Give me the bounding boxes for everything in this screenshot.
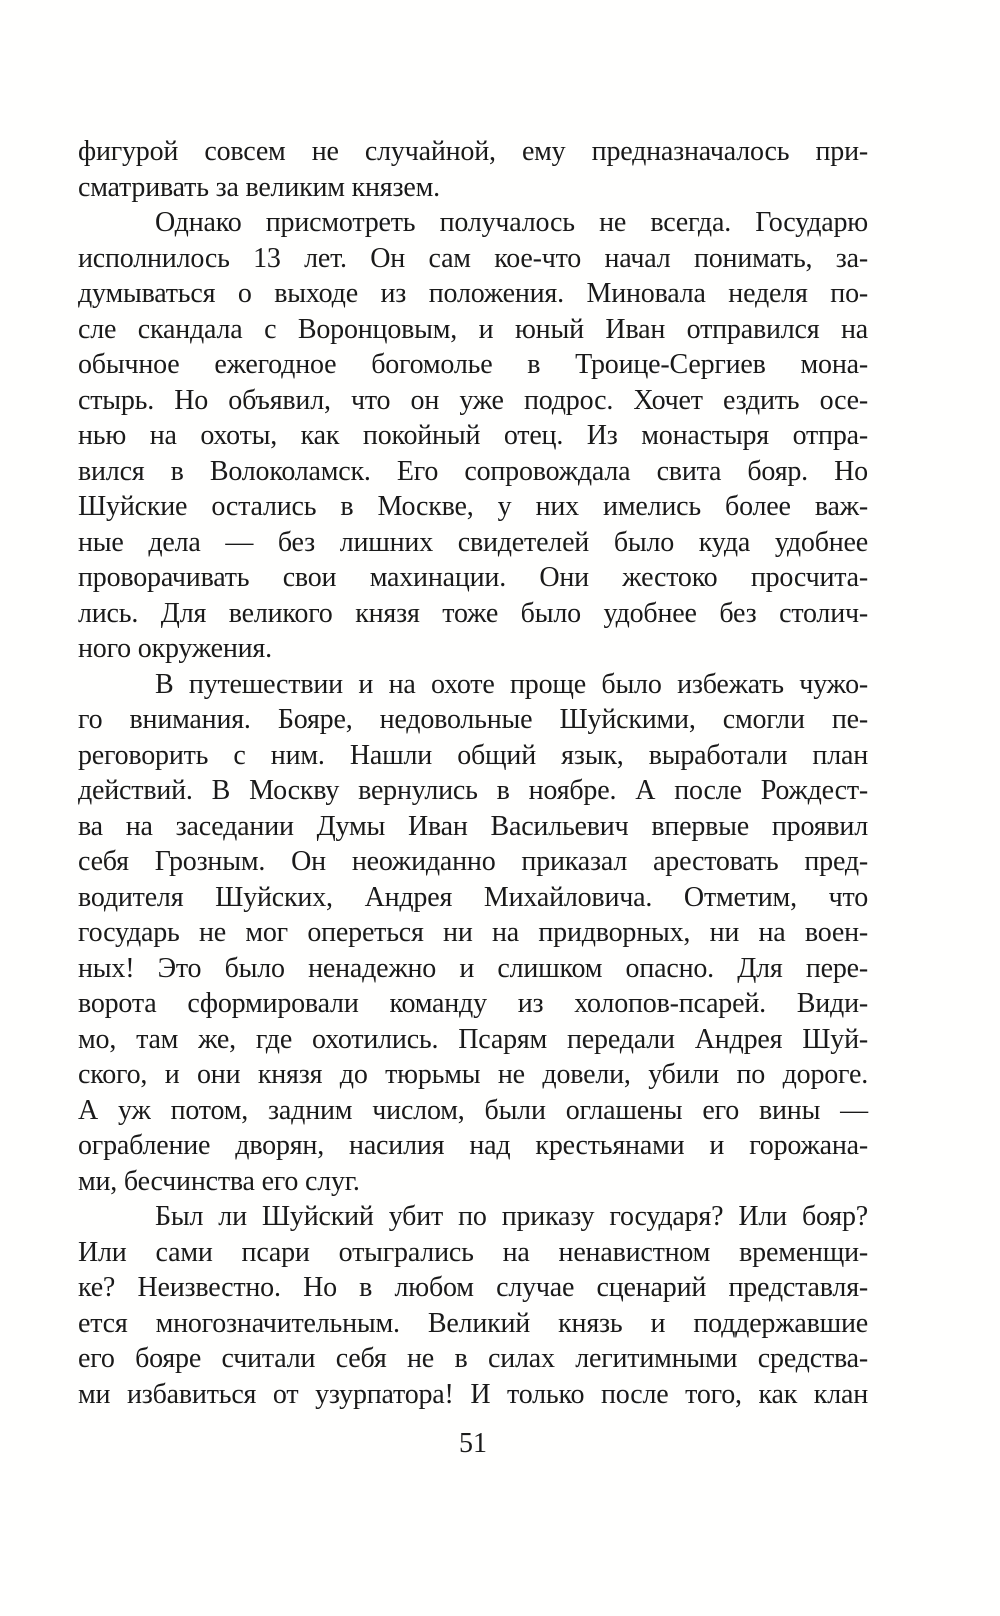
text-line: ограбление дворян, насилия над крестьянами и горожана- bbox=[78, 1130, 868, 1161]
paragraph bbox=[78, 1199, 868, 1412]
text-line: ке? Неизвестно. Но в любом случае сценарий представля- bbox=[78, 1272, 868, 1303]
text-line: ного окружения. bbox=[78, 633, 272, 664]
text-line: думываться о выходе из положения. Миновала неделя по- bbox=[78, 278, 868, 309]
text-line: сматривать за великим князем. bbox=[78, 171, 440, 203]
text-line: проворачивать свои махинации. Они жестоко просчита- bbox=[78, 562, 868, 593]
text-line: ми, бесчинства его слуг. bbox=[78, 1165, 360, 1197]
text-line: нью на охоты, как покойный отец. Из монастыря отпра- bbox=[78, 420, 868, 451]
text-line: ных! Это было ненадежно и слишком опасно. Для пере- bbox=[78, 952, 868, 984]
text-line: его бояре считали себя не в силах легитимными средства- bbox=[78, 1343, 868, 1374]
text-line: действий. В Москву вернулись в ноябре. А после Рождест- bbox=[78, 775, 868, 806]
text-line: ные дела — без лишних свидетелей было куда удобнее bbox=[78, 526, 868, 558]
text-line: ского, и они князя до тюрьмы не довели, убили по дороге. bbox=[78, 1059, 868, 1090]
text-line: В путешествии и на охоте проще было избежать чужо- bbox=[155, 668, 868, 700]
text-line: Шуйские остались в Москве, у них имелись более важ- bbox=[78, 491, 868, 522]
text-line: ва на заседании Думы Иван Васильевич впервые проявил bbox=[78, 810, 868, 842]
text-line: фигурой совсем не случайной, ему предназначалось при- bbox=[78, 136, 868, 167]
text-line: ется многозначительным. Великий князь и поддержавшие bbox=[78, 1307, 868, 1339]
text-block bbox=[78, 134, 868, 1412]
page-number: 51 bbox=[459, 1428, 487, 1459]
text-line: ворота сформировали команду из холопов-псарей. Види- bbox=[78, 988, 868, 1019]
text-line: ми избавиться от узурпатора! И только после того, как клан bbox=[78, 1378, 868, 1410]
text-line: себя Грозным. Он неожиданно приказал арестовать пред- bbox=[78, 846, 868, 877]
text-line: го внимания. Бояре, недовольные Шуйскими, смогли пе- bbox=[78, 704, 868, 735]
text-line: исполнилось 13 лет. Он сам кое-что начал понимать, за- bbox=[78, 242, 868, 274]
text-line: сле скандала с Воронцовым, и юный Иван отправился на bbox=[78, 313, 868, 345]
paragraph bbox=[78, 667, 868, 1200]
text-line: лись. Для великого князя тоже было удобнее без столич- bbox=[78, 597, 868, 629]
text-line: Был ли Шуйский убит по приказу государя? Или бояр? bbox=[155, 1201, 868, 1232]
text-line: А уж потом, задним числом, были оглашены его вины — bbox=[78, 1094, 868, 1126]
text-line: мо, там же, где охотились. Псарям передали Андрея Шуй- bbox=[78, 1023, 868, 1055]
text-line: Однако присмотреть получалось не всегда. Государю bbox=[155, 207, 868, 238]
paragraph bbox=[78, 205, 868, 667]
text-line: водителя Шуйских, Андрея Михайловича. Отметим, что bbox=[78, 881, 868, 913]
text-line: вился в Волоколамск. Его сопровождала свита бояр. Но bbox=[78, 455, 868, 487]
text-line: государь не мог опереться ни на придворных, ни на воен- bbox=[78, 917, 868, 948]
text-line: Или сами псари отыгрались на ненавистном временщи- bbox=[78, 1236, 868, 1268]
text-line: стырь. Но объявил, что он уже подрос. Хочет ездить осе- bbox=[78, 384, 868, 416]
text-line: обычное ежегодное богомолье в Троице-Сергиев мона- bbox=[78, 349, 868, 380]
text-line: реговорить с ним. Нашли общий язык, выработали план bbox=[78, 739, 868, 771]
paragraph bbox=[78, 134, 868, 205]
